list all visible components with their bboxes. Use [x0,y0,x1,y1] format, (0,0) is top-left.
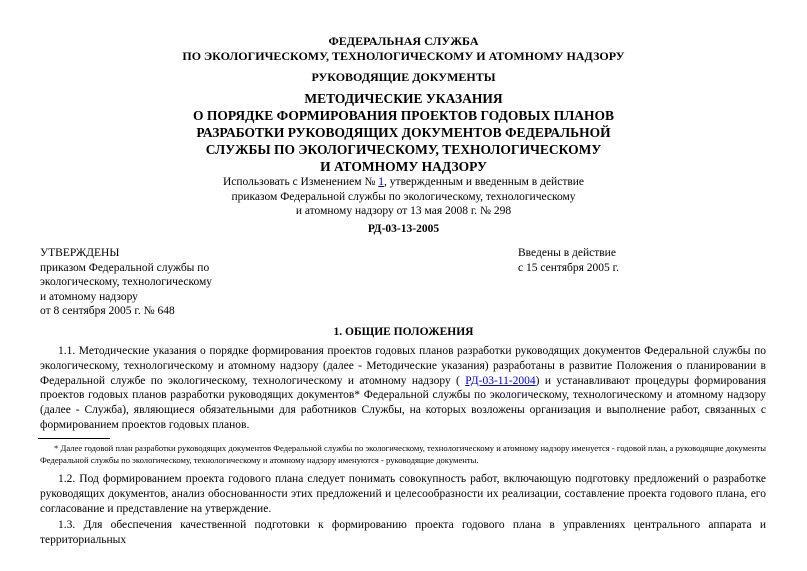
approved-line4: и атомному надзору [40,290,138,303]
approved-line2: приказом Федеральной службы по [40,261,210,274]
title-line3: РАЗРАБОТКИ РУКОВОДЯЩИХ ДОКУМЕНТОВ ФЕДЕРАЛЬНОЙ [196,125,611,140]
effective-line2: с 15 сентября 2005 г. [518,261,619,274]
rd-link[interactable]: РД-03-11-2004 [465,374,536,387]
footnote: * Далее годовой план разработки руководящих документов Федеральной службы по экологическому, технологическому и атомному надзору именуется - годовой план, а руководящие документы Федеральной службы по экологическому, технологическому и атомному надзору именуются - руководящие документы. [40,443,766,465]
title-line1: МЕТОДИЧЕСКИЕ УКАЗАНИЯ [304,91,503,106]
document-code: РД-03-13-2005 [367,223,440,235]
amendment-line3: и атомному надзору от 13 мая 2008 г. № 298 [295,205,512,217]
paragraph-1-1 [40,344,766,433]
agency-name-line1: ФЕДЕРАЛЬНАЯ СЛУЖБА [328,34,479,48]
approved-block [40,246,300,319]
effective-block [518,246,768,275]
amendment-text: Использовать с Изменением № [222,176,379,188]
amendment-text-after: , утвержденным и введенным в действие [384,176,585,188]
paragraph-1-3: 1.3. Для обеспечения качественной подготовки к формированию проекта годового плана в управлениях центрального аппарата и территориальных [40,519,766,546]
section-heading: 1. ОБЩИЕ ПОЛОЖЕНИЯ [333,326,474,338]
amendment-link[interactable]: 1 [378,176,385,188]
amendment-line2: приказом Федеральной службы по экологическому, технологическому [231,190,576,203]
title-line5: И АТОМНОМУ НАДЗОРУ [320,159,487,174]
amendment-line1 [0,175,807,190]
title-line2: О ПОРЯДКЕ ФОРМИРОВАНИЯ ПРОЕКТОВ ГОДОВЫХ ПЛАНОВ [192,108,615,123]
agency-name-line2: ПО ЭКОЛОГИЧЕСКОМУ, ТЕХНОЛОГИЧЕСКОМУ И АТОМНОМУ НАДЗОРУ [182,49,625,63]
document-title [0,90,807,175]
approved-line1: УТВЕРЖДЕНЫ [40,247,120,259]
paragraph-1-2: 1.2. Под формированием проекта годового плана следует понимать совокупность работ, включающую подготовку предложений о разработке руководящих документов, анализ обоснованности этих предложений и целесообразности их реализации, составление проекта годового плана, его согласование и представление на утверждение. [40,473,766,515]
document-type: РУКОВОДЯЩИЕ ДОКУМЕНТЫ [311,70,496,84]
paragraph-text: 1.1. Методические указания о порядке формирования проектов годовых планов разработки руководящих документов Федеральной службы по экологическому, технологическому и атомному надзору (далее - Методические указания) разработаны в развитие Положения о планировании в Федеральной службе по экологическому, технологическому и атомному надзору ( [40,345,766,387]
title-line4: СЛУЖБЫ ПО ЭКОЛОГИЧЕСКОМУ, ТЕХНОЛОГИЧЕСКОМУ [205,142,602,157]
footnote-divider [38,438,110,439]
approved-line3: экологическому, технологическому [40,276,213,288]
paragraph-text-after: ) и устанавливают процедуры формирования проектов годовых планов разработки руководящих документов* Федеральной службы по экологическому, технологическому и атомному надзору (далее - Служба), являющиеся обязательными для работников Службы, на которых возложены организация и выполнение работ, связанных с формированием проектов годовых планов. [40,374,766,431]
approved-line5: от 8 сентября 2005 г. № 648 [40,305,175,317]
amendment-note [0,175,807,219]
effective-line1: Введены в действие [518,247,616,259]
